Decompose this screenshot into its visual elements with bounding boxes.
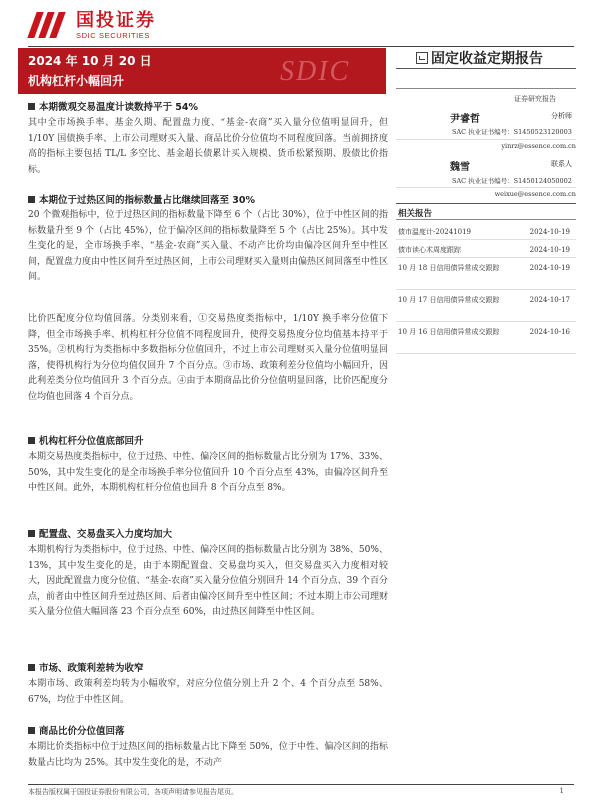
report-date: 2024 年 10 月 20 日	[28, 54, 152, 68]
related-report-title: 债市读心术周度跟踪	[398, 246, 461, 254]
related-report-item[interactable]	[396, 222, 576, 240]
section-heading-text: 市场、政策利差转为收窄	[39, 663, 144, 674]
body-paragraph: 其中全市场换手率、基金久期、配置盘力度、“基金-农商”买入量分位值明显回升，但 1/10Y 国债换手率、上市公司理财买入量、商品比价分位值均不同程度回落。当前拥挤度高的指标主要包括 TL/L 多空比、基金超长债累计买入规模、货币松紧预期、股债比价指标。	[28, 118, 388, 175]
header-divider	[28, 46, 574, 47]
cert-tag: 证券研究报告	[514, 95, 556, 103]
related-divider	[396, 203, 576, 204]
section-heading	[28, 433, 144, 447]
bullet-square-icon	[28, 664, 35, 671]
bullet-square-icon	[28, 437, 35, 444]
report-type-icon	[416, 52, 428, 64]
related-report-title: 债市温度计-20241019	[398, 228, 471, 236]
section-heading-text: 商品比价分位值回落	[39, 726, 125, 737]
banner-watermark: SDIC	[280, 56, 351, 87]
related-report-title: 10 月 16 日信用债异常成交跟踪	[398, 328, 500, 336]
section-heading	[28, 99, 198, 113]
related-report-date: 2024-10-19	[529, 246, 570, 254]
body-paragraph: 本期比价类指标中位于过热区间的指标数量占比下降至 50%，位于中性、偏冷区间的指标数量占比均为 25%。其中发生变化的是，不动产	[28, 742, 388, 768]
company-logo	[28, 8, 156, 42]
section-heading-text: 本期微观交易温度计读数持平于 54%	[39, 102, 199, 113]
title-banner	[18, 48, 386, 94]
section-heading-text: 本期位于过热区间的指标数量占比继续回落至 30%	[39, 195, 256, 206]
analyst-role: 分析师	[551, 112, 572, 120]
related-report-date: 2024-10-19	[529, 264, 570, 272]
bullet-square-icon	[28, 103, 35, 110]
analyst-card	[396, 110, 576, 124]
body-paragraph: 20 个微观指标中，位于过热区间的指标数量下降至 6 个（占比 30%），位于中性区间的指标数量升至 9 个（占比 45%），位于偏冷区间的指标数量降至 5 个（占比 25%）。其中发生变化的是，全市场换手率、“基金-农商”买入量、不动产比价均由偏冷区间升至中性区间，配置盘力度由中性区间升至过热区间，上市公司理财买入量则由偏热区间回落至中性区间。	[28, 210, 389, 282]
body-paragraph: 本期市场、政策利差均转为小幅收窄，对应分位值分别上升 2 个、4 个百分点至 58%、67%，均位于中性区间。	[28, 679, 388, 705]
related-report-title: 10 月 17 日信用债异常成交跟踪	[398, 296, 500, 304]
report-type-label: 固定收益定期报告	[431, 51, 543, 67]
analyst-email[interactable]: yinrz@essence.com.cn	[501, 142, 576, 150]
report-type-divider	[396, 68, 576, 69]
related-reports-title: 相关报告	[398, 209, 433, 219]
analyst-name: 魏雪	[450, 162, 470, 173]
bullet-square-icon	[28, 727, 35, 734]
bullet-square-icon	[28, 196, 35, 203]
report-type	[416, 48, 543, 68]
related-report-item[interactable]	[396, 258, 576, 290]
page-number: 1	[559, 787, 564, 795]
related-report-item[interactable]	[396, 290, 576, 322]
analyst-divider	[396, 187, 576, 188]
related-report-item[interactable]	[396, 322, 576, 354]
analyst-cert: SAC 执业证书编号：S1450523120003	[452, 128, 572, 136]
analyst-role: 联系人	[551, 160, 572, 168]
analyst-card	[396, 158, 576, 172]
sidebar-divider	[396, 88, 576, 89]
analyst-name: 尹睿哲	[450, 114, 480, 125]
footer-disclaimer: 本报告版权属于国投证券股份有限公司，各项声明请参见报告尾页。	[28, 788, 238, 796]
analyst-cert: SAC 执业证书编号：S1450124050002	[452, 177, 572, 185]
body-paragraph: 本期交易热度类指标中，位于过热、中性、偏冷区间的指标数量占比分别为 17%、33%、50%，其中发生变化的是全市场换手率分位值回升 10 个百分点至 43%，由偏冷区间升至中性区间。此外，本期机构杠杆分位值也回升 8 个百分点至 8%。	[28, 452, 388, 493]
analyst-email[interactable]: weixue@essence.com.cn	[494, 190, 576, 198]
analyst-divider	[396, 139, 576, 140]
section-heading-text: 配置盘、交易盘买入力度均加大	[39, 529, 173, 540]
section-heading	[28, 723, 125, 737]
logo-cn-text: 国投证券	[76, 9, 156, 31]
logo-en-text: SDIC SECURITIES	[76, 30, 151, 40]
section-heading	[28, 660, 144, 674]
related-title-divider	[396, 219, 576, 220]
section-heading	[28, 192, 255, 206]
report-title: 机构杠杆小幅回升	[28, 74, 125, 88]
related-report-date: 2024-10-19	[529, 228, 570, 236]
logo-mark-icon	[28, 10, 68, 40]
related-report-date: 2024-10-17	[529, 296, 570, 304]
section-heading	[28, 526, 172, 540]
related-report-item[interactable]	[396, 240, 576, 258]
body-paragraph: 比价匹配度分位均值回落。分类别来看，①交易热度类指标中，1/10Y 换手率分位值下降，但全市场换手率、机构杠杆分位值不同程度回升，使得交易热度分位均值基本持平于 35%。②机构行为类指标中多数指标分位值回升，不过上市公司理财买入量分位值明显回落，使得机构行为分位均值仅回升 7 个百分点。③市场、政策利差分位值均小幅回升，因此利差类分位均值回升 3 个百分点。④由于本期商品比价分位值明显回落，比价匹配度分位均值也回落 4 个百分点。	[28, 314, 388, 402]
bullet-square-icon	[28, 530, 35, 537]
related-report-title: 10 月 18 日信用债异常成交跟踪	[398, 264, 500, 272]
related-report-date: 2024-10-16	[529, 328, 570, 336]
body-paragraph: 本期机构行为类指标中，位于过热、中性、偏冷区间的指标数量占比分别为 38%、50%、13%，其中发生变化的是，由于本期配置盘、交易盘均买入，但交易盘买入力度相对较大，因此配置盘力度分位值、“基金-农商”买入量分位值分别回升 14 个百分点、39 个百分点，前者由中性区间升至过热区间、后者由偏冷区间升至中性区间；不过本期上市公司理财买入量分位值大幅回落 23 个百分点至 60%，由过热区间降至中性区间。	[28, 545, 389, 617]
footer-divider	[28, 784, 574, 785]
section-heading-text: 机构杠杆分位值底部回升	[39, 436, 144, 447]
related-reports-list	[396, 222, 576, 354]
